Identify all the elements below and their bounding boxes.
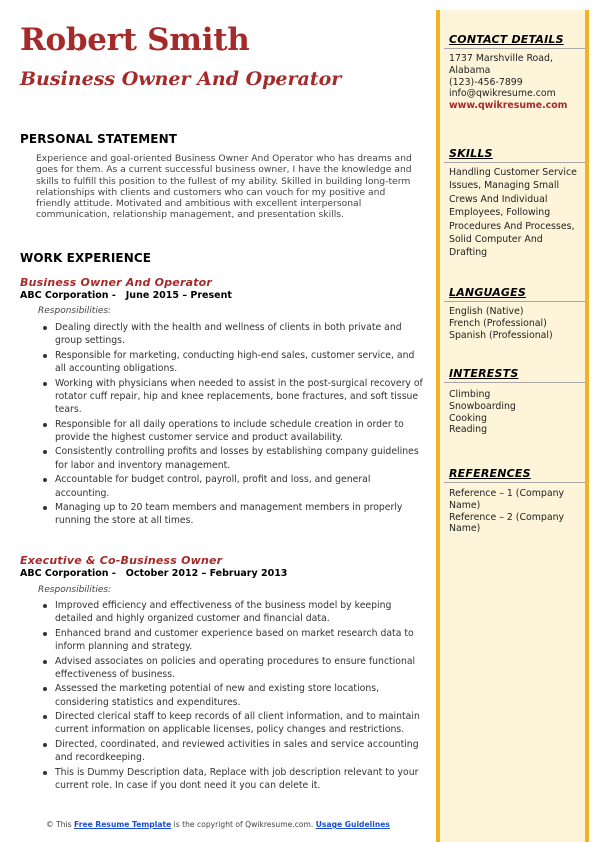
bullet-icon: [43, 478, 47, 482]
contact-details: [449, 53, 582, 112]
bullet-icon: [43, 715, 47, 719]
skills-heading: SKILLS: [449, 147, 493, 160]
job-bullet-list: [38, 599, 424, 793]
bullet-icon: [43, 423, 47, 427]
bullet-icon: [43, 771, 47, 775]
list-item: Cooking: [449, 412, 487, 424]
list-item: Responsible for marketing, conducting high-end sales, customer service, and all accounting obligations.: [38, 349, 424, 376]
responsibilities-label: Responsibilities:: [38, 306, 112, 316]
job-bullet-list: [38, 321, 424, 529]
interests-list: [449, 389, 582, 436]
footer-middle: is the copyright of Qwikresume.com.: [173, 820, 314, 829]
contact-address: 1737 Marshville Road, Alabama: [449, 53, 553, 76]
references-list: [449, 488, 582, 535]
divider: [444, 482, 585, 483]
job-company-dates: [20, 290, 232, 301]
contact-heading: CONTACT DETAILS: [449, 33, 564, 46]
list-item: English (Native): [449, 306, 524, 317]
languages-heading: LANGUAGES: [449, 286, 526, 299]
bullet-icon: [43, 687, 47, 691]
bullet-icon: [43, 382, 47, 386]
list-item: Dealing directly with the health and wellness of clients in both private and group settings.: [38, 321, 424, 348]
list-item: Directed clerical staff to keep records of all client information, and to maintain current information on applicable licenses, policy changes and restrictions.: [38, 710, 424, 737]
divider: [444, 162, 585, 163]
job-dates: October 2012 – February 2013: [125, 568, 288, 579]
personal-statement-text: Experience and goal-oriented Business Owner And Operator who has dreams and goes for them. As a current successful business owner, I have the knowledge and skills to fulfill this position to the fullest of my ability. Skilled in building long-term relationships with clients and customers who can vouch for my positive and friendly attitude. Motivated and ambitious with excellent interpersonal communication, relationship management, and presentation skills.: [36, 153, 412, 221]
job-title: Business Owner And Operator: [20, 276, 213, 289]
job-dates: June 2015 – Present: [125, 290, 232, 301]
list-item: Reference – 2 (Company Name): [449, 511, 565, 535]
divider: [444, 301, 585, 302]
contact-email[interactable]: info@qwikresume.com: [449, 88, 556, 100]
bullet-icon: [43, 743, 47, 747]
bullet-icon: [43, 326, 47, 330]
list-item: Assessed the marketing potential of new and existing store locations, considering statistics and expenditures.: [38, 682, 424, 709]
list-item: Accountable for budget control, payroll, profit and loss, and general accounting.: [38, 473, 424, 500]
contact-phone: (123)-456-7899: [449, 76, 523, 88]
list-item: This is Dummy Description data, Replace with job description relevant to your current role. In case if you dont need it you can delete it.: [38, 766, 424, 793]
job-company-dates: [20, 568, 287, 579]
bullet-icon: [43, 506, 47, 510]
job-company: ABC Corporation -: [20, 568, 116, 579]
footer-prefix: © This: [46, 820, 72, 829]
list-item: Responsible for all daily operations to include schedule creation in order to provide the highest customer service and product availability.: [38, 418, 424, 445]
list-item: Directed, coordinated, and reviewed activities in sales and service accounting and recordkeeping.: [38, 738, 424, 765]
candidate-title: Business Owner And Operator: [20, 68, 342, 90]
list-item: Working with physicians when needed to assist in the post-surgical recovery of rotator cuff repair, hip and knee replacements, bone fractures, and soft tissue tears.: [38, 377, 424, 417]
job-company: ABC Corporation -: [20, 290, 116, 301]
list-item: Enhanced brand and customer experience based on market research data to inform planning and strategy.: [38, 627, 424, 654]
divider: [444, 382, 585, 383]
divider: [444, 48, 585, 49]
usage-guidelines-link[interactable]: Usage Guidelines: [315, 820, 390, 829]
job-title: Executive & Co-Business Owner: [20, 554, 223, 567]
list-item: French (Professional): [449, 317, 547, 329]
list-item: Managing up to 20 team members and management members in properly running the store at all times.: [38, 501, 424, 528]
references-heading: REFERENCES: [449, 467, 531, 480]
list-item: Advised associates on policies and operating procedures to ensure functional effectiveness of business.: [38, 655, 424, 682]
personal-statement-heading: PERSONAL STATEMENT: [20, 132, 178, 146]
contact-website-link[interactable]: www.qwikresume.com: [449, 100, 568, 112]
copyright-footer: [0, 820, 436, 829]
list-item: Consistently controlling profits and losses by establishing company guidelines for labor and inventory management.: [38, 445, 424, 472]
candidate-name: Robert Smith: [20, 22, 250, 58]
interests-heading: INTERESTS: [449, 367, 519, 380]
bullet-icon: [43, 632, 47, 636]
bullet-icon: [43, 354, 47, 358]
list-item: Spanish (Professional): [449, 329, 553, 341]
list-item: Climbing: [449, 389, 491, 400]
responsibilities-label: Responsibilities:: [38, 585, 112, 595]
list-item: Reading: [449, 424, 488, 436]
skills-text: Handling Customer Service Issues, Managing Small Crews And Individual Employees, Following Procedures And Processes, Solid Computer And Drafting: [449, 167, 577, 259]
bullet-icon: [43, 450, 47, 454]
bullet-icon: [43, 660, 47, 664]
work-experience-heading: WORK EXPERIENCE: [20, 251, 152, 265]
list-item: Snowboarding: [449, 400, 516, 412]
languages-list: [449, 306, 582, 341]
bullet-icon: [43, 604, 47, 608]
list-item: Reference – 1 (Company Name): [449, 488, 565, 511]
list-item: Improved efficiency and effectiveness of the business model by keeping detailed and highly organized customer and financial data.: [38, 599, 424, 626]
free-resume-template-link[interactable]: Free Resume Template: [74, 820, 172, 829]
